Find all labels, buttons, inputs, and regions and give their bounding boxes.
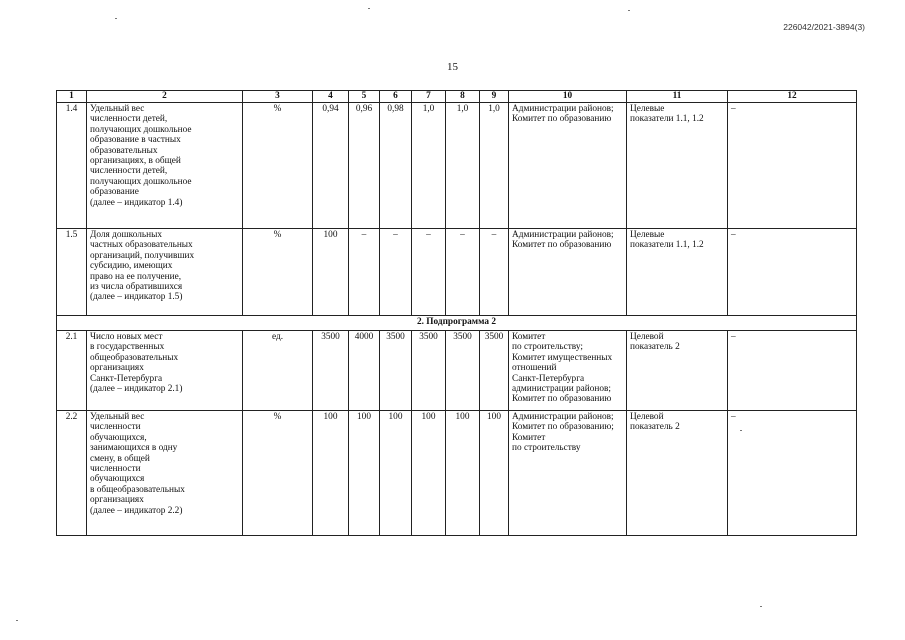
scan-speck — [16, 620, 18, 621]
responsible-executors: Комитет по строительству; Комитет имущественных отношений Санкт-Петербурга администрации районов; Комитет по образованию — [509, 331, 627, 411]
note: – — [728, 103, 857, 229]
indicator-name: Доля дошкольных частных образовательных организаций, получивших субсидию, имеющих право на ее получение, из числа обратившихся (далее – индикатор 1.5) — [87, 229, 243, 316]
value-col9: – — [480, 229, 509, 316]
column-header: 6 — [380, 91, 412, 103]
target-indicators: Целевой показатель 2 — [627, 411, 728, 536]
column-header: 9 — [480, 91, 509, 103]
target-indicators: Целевые показатели 1.1, 1.2 — [627, 229, 728, 316]
unit: % — [243, 229, 313, 316]
note: – — [728, 411, 857, 536]
section-title: 2. Подпрограмма 2 — [57, 316, 857, 331]
note: – — [728, 229, 857, 316]
scan-speck — [368, 8, 370, 9]
page-number: 15 — [447, 61, 458, 73]
column-header: 8 — [446, 91, 480, 103]
table-row — [57, 229, 857, 316]
value-col7: 3500 — [412, 331, 446, 411]
scan-speck — [740, 430, 742, 431]
column-header: 4 — [313, 91, 349, 103]
column-header: 7 — [412, 91, 446, 103]
value-col8: 100 — [446, 411, 480, 536]
scan-speck — [760, 606, 762, 607]
unit: % — [243, 411, 313, 536]
column-header: 3 — [243, 91, 313, 103]
indicator-name: Удельный вес численности детей, получающих дошкольное образование в частных образовательных организациях, в общей численности детей, получающих дошкольное образование (далее – индикатор 1.4) — [87, 103, 243, 229]
row-number: 1.5 — [57, 229, 87, 316]
value-col7: – — [412, 229, 446, 316]
column-header: 12 — [728, 91, 857, 103]
value-col8: 1,0 — [446, 103, 480, 229]
value-col6: 100 — [380, 411, 412, 536]
row-number: 1.4 — [57, 103, 87, 229]
row-number: 2.2 — [57, 411, 87, 536]
value-col5: 0,96 — [349, 103, 380, 229]
value-col5: – — [349, 229, 380, 316]
column-header: 2 — [87, 91, 243, 103]
value-col7: 100 — [412, 411, 446, 536]
value-col5: 100 — [349, 411, 380, 536]
value-col5: 4000 — [349, 331, 380, 411]
responsible-executors: Администрации районов; Комитет по образованию; Комитет по строительству — [509, 411, 627, 536]
scan-speck — [628, 10, 630, 11]
column-header: 11 — [627, 91, 728, 103]
value-col9: 100 — [480, 411, 509, 536]
column-header: 1 — [57, 91, 87, 103]
value-col8: – — [446, 229, 480, 316]
value-col6: 3500 — [380, 331, 412, 411]
unit: ед. — [243, 331, 313, 411]
value-col4: 3500 — [313, 331, 349, 411]
indicator-name: Число новых мест в государственных общеобразовательных организациях Санкт-Петербурга (далее – индикатор 2.1) — [87, 331, 243, 411]
document-id: 226042/2021-3894(3) — [783, 22, 865, 32]
scan-speck — [115, 18, 117, 19]
table-row — [57, 411, 857, 536]
table-row — [57, 103, 857, 229]
value-col6: – — [380, 229, 412, 316]
value-col6: 0,98 — [380, 103, 412, 229]
column-header: 5 — [349, 91, 380, 103]
indicator-name: Удельный вес численности обучающихся, занимающихся в одну смену, в общей численности обучающихся в общеобразовательных организациях (далее – индикатор 2.2) — [87, 411, 243, 536]
responsible-executors: Администрации районов; Комитет по образованию — [509, 229, 627, 316]
section-header-row — [57, 316, 857, 331]
unit: % — [243, 103, 313, 229]
value-col4: 100 — [313, 411, 349, 536]
value-col4: 0,94 — [313, 103, 349, 229]
target-indicators: Целевой показатель 2 — [627, 331, 728, 411]
indicators-table — [56, 90, 857, 536]
value-col8: 3500 — [446, 331, 480, 411]
value-col7: 1,0 — [412, 103, 446, 229]
responsible-executors: Администрации районов; Комитет по образованию — [509, 103, 627, 229]
row-number: 2.1 — [57, 331, 87, 411]
table-row — [57, 331, 857, 411]
column-header: 10 — [509, 91, 627, 103]
target-indicators: Целевые показатели 1.1, 1.2 — [627, 103, 728, 229]
note: – — [728, 331, 857, 411]
value-col4: 100 — [313, 229, 349, 316]
value-col9: 3500 — [480, 331, 509, 411]
table-header-row — [57, 91, 857, 103]
value-col9: 1,0 — [480, 103, 509, 229]
